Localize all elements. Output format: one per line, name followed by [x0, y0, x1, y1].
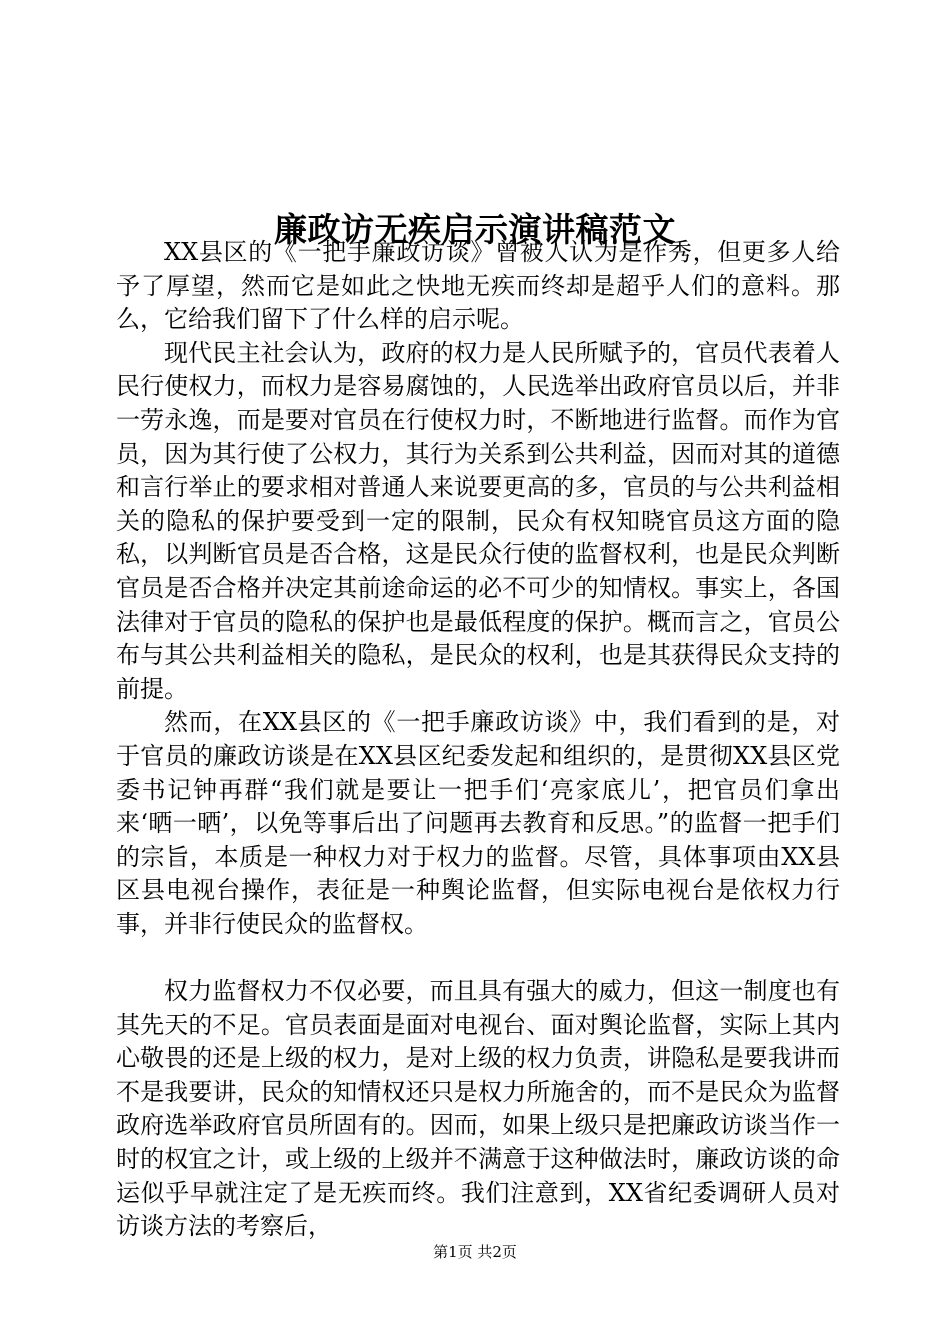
paragraph: 权力监督权力不仅必要，而且具有强大的威力，但这一制度也有其先天的不足。官员表面是面对电视台、面对舆论监督，实际上其内心敬畏的还是上级的权力，是对上级的权力负责，讲隐私是要我讲而不是我要讲，民众的知情权还只是权力所施舍的，而不是民众为监督政府选举政府官员所固有的。因而，如果上级只是把廉政访谈当作一时的权宜之计，或上级的上级并不满意于这种做法时，廉政访谈的命运似乎早就注定了是无疾而终。我们注意到，XX省纪委调研人员对访谈方法的考察后， — [116, 977, 840, 1241]
document-body — [116, 236, 840, 1244]
paragraph: 现代民主社会认为，政府的权力是人民所赋予的，官员代表着人民行使权力，而权力是容易腐蚀的，人民选举出政府官员以后，并非一劳永逸，而是要对官员在行使权力时，不断地进行监督。而作为官员，因为其行使了公权力，其行为关系到公共利益，因而对其的道德和言行举止的要求相对普通人来说要更高的多，官员的与公共利益相关的隐私的保护要受到一定的限制，民众有权知晓官员这方面的隐私，以判断官员是否合格，这是民众行使的监督权利，也是民众判断官员是否合格并决定其前途命运的必不可少的知情权。事实上，各国法律对于官员的隐私的保护也是最低程度的保护。概而言之，官员公布与其公共利益相关的隐私，是民众的权利，也是其获得民众支持的前提。 — [116, 338, 840, 703]
paragraph: XX县区的《一把手廉政访谈》曾被人认为是作秀，但更多人给予了厚望，然而它是如此之快地无疾而终却是超乎人们的意料。那么，它给我们留下了什么样的启示呢。 — [116, 238, 840, 334]
paragraph: 然而，在XX县区的《一把手廉政访谈》中，我们看到的是，对于官员的廉政访谈是在XX县区纪委发起和组织的，是贯彻XX县区党委书记钟再群“我们就是要让一把手们‘亮家底儿’，把官员们拿出来‘晒一晒’，以免等事后出了问题再去教育和反思。”的监督一把手们的宗旨，本质是一种权力对于权力的监督。尽管，具体事项由XX县区县电视台操作，表征是一种舆论监督，但实际电视台是依权力行事，并非行使民众的监督权。 — [116, 708, 840, 938]
document-title: 廉政访无疾启示演讲稿范文 — [274, 210, 676, 250]
page-footer: 第1页 共2页 — [433, 1243, 517, 1261]
